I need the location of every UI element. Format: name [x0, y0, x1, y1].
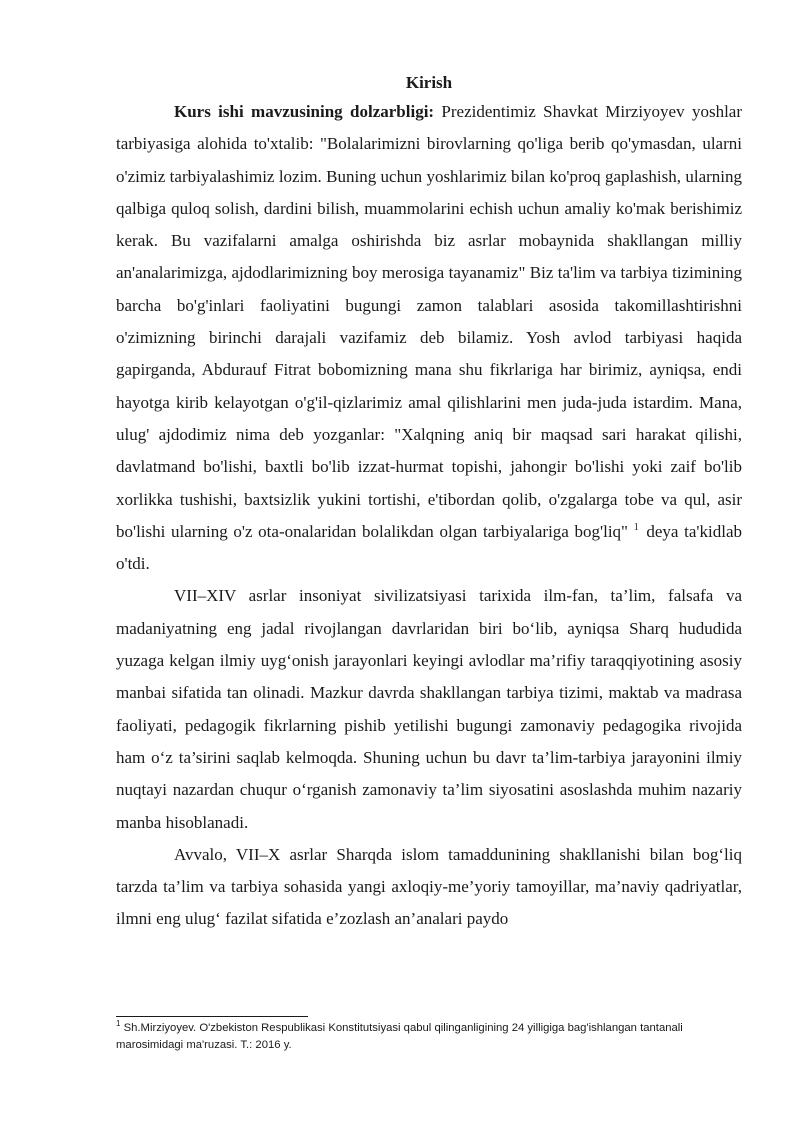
document-page — [116, 72, 742, 936]
paragraph-body: Prezidentimiz Shavkat Mirziyoyev yoshlar tarbiyasiga alohida to'xtalib: "Bolalarimizni birovlarning qo'liga berib qo'ymasdan, ularni o'zimiz tarbiyalashimiz lozim. Buning uchun yoshlarimiz bilan ko'proq gaplashish, ularning qalbiga quloq solish, dardini bilish, muammolarini echish uchun amaliy ko'mak berishimiz kerak. Bu vazifalarni amalga oshirishda biz asrlar mobaynida shakllangan milliy an'analarimizga, ajdodlarimizning boy merosiga tayanamiz" Biz ta'lim va tarbiya tizimining barcha bo'g'inlari faoliyatini bugungi zamon talablari asosida takomillashtirishni o'zimizning birinchi darajali vazifamiz deb bilamiz. Yosh avlod tarbiyasi haqida gapirganda, Abdurauf Fitrat bobomizning mana shu fikrlariga har birimiz, ayniqsa, endi hayotga kirib kelayotgan o'g'il-qizlarimiz amal qilishlarini men juda-juda istardim. Mana, ulug' ajdodimiz nima deb yozganlar: "Xalqning aniq bir maqsad sari harakat qilishi, davlatmand bo'lishi, baxtli bo'lib izzat-hurmat topishi, jahongir bo'lishi yoki zaif bo'lib xorlikka tushishi, baxtsizlik yukini tortishi, e'tibordan qolib, o'zgalarga tobe va qul, asir bo'lishi ularning o'z ota-onalaridan bolalikdan olgan tarbiyalariga bog'liq" — [116, 102, 742, 541]
footnote-separator — [116, 1016, 308, 1017]
paragraph-history: VII–XIV asrlar insoniyat sivilizatsiyasi tarixida ilm-fan, ta’lim, falsafa va madaniyatning eng jadal rivojlangan davrlaridan biri bo‘lib, ayniqsa Sharq hududida yuzaga kelgan ilmiy uyg‘onish jarayonlari keyingi avlodlar ma’rifiy taraqqiyotining asosiy manbai sifatida tan olinadi. Mazkur davrda shakllangan tarbiya tizimi, maktab va madrasa faoliyati, pedagogik fikrlarning pishib yetilishi bugungi zamonaviy pedagogika rivojida ham o‘z ta’sirini saqlab kelmoqda. Shuning uchun bu davr ta’lim-tarbiya jarayonini ilmiy nuqtayi nazardan chuqur o‘rganish zamonaviy ta’lim siyosatini asoslashda muhim nazariy manba hisoblanadi. — [116, 586, 742, 832]
footnote-reference[interactable]: 1 — [633, 522, 639, 534]
paragraph-lead: Kurs ishi mavzusining dolzarbligi: — [174, 102, 435, 121]
paragraph-relevance — [116, 96, 742, 580]
footnote-text: Sh.Mirziyoyev. O'zbekiston Respublikasi Konstitutsiyasi qabul qilinganligining 24 yilligiga bag'ishlangan tantanali marosimidagi ma'ruzasi. T.: 2016 y. — [116, 1022, 683, 1051]
footnote — [116, 1020, 742, 1054]
footnote-marker: 1 — [116, 1019, 121, 1029]
section-title: Kirish — [405, 73, 453, 92]
paragraph-first: Avvalo, VII–X asrlar Sharqda islom tamaddunining shakllanishi bilan bog‘liq tarzda ta’lim va tarbiya sohasida yangi axloqiy-me’yoriy tamoyillar, ma’naviy qadriyatlar, ilmni eng ulug‘ fazilat sifatida e’zozlash an’analari paydo — [116, 844, 742, 929]
paragraph-tail: deya ta'kidlab o'tdi. — [116, 521, 742, 574]
